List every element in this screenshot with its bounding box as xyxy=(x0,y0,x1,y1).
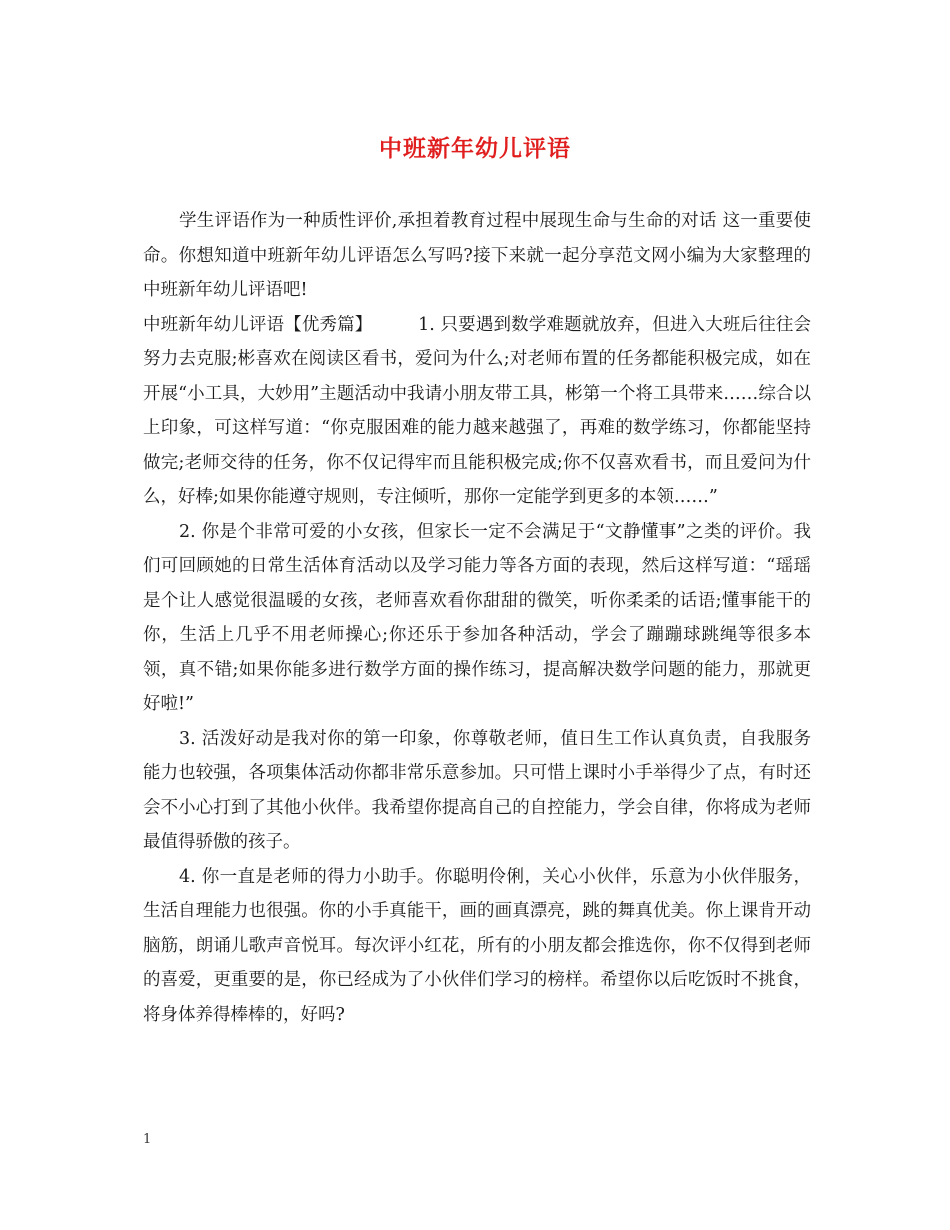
page-number: 1 xyxy=(143,1132,152,1147)
document-body xyxy=(143,204,811,1032)
section-heading: 中班新年幼儿评语【优秀篇】 xyxy=(143,314,373,335)
intro-paragraph: 学生评语作为一种质性评价,承担着教育过程中展现生命与生命的对话 这一重要使命。你想知道中班新年幼儿评语怎么写吗?接下来就一起分享范文网小编为大家整理的中班新年幼儿评语吧! xyxy=(143,211,811,300)
document-title: 中班新年幼儿评语 xyxy=(379,135,571,162)
item-1-paragraph xyxy=(143,308,811,515)
item-4-paragraph: 4. 你一直是老师的得力小助手。你聪明伶俐，关心小伙伴，乐意为小伙伴服务，生活自理能力也很强。你的小手真能干，画的画真漂亮，跳的舞真优美。你上课肯开动脑筋，朗诵儿歌声音悦耳。每次评小红花，所有的小朋友都会推选你，你不仅得到老师的喜爱，更重要的是，你已经成为了小伙伴们学习的榜样。希望你以后吃饭时不挑食，将身体养得棒棒的，好吗? xyxy=(143,866,811,1025)
item-2-paragraph: 2. 你是个非常可爱的小女孩，但家长一定不会满足于“文静懂事”之类的评价。我们可回顾她的日常生活体育活动以及学习能力等各方面的表现，然后这样写道：“瑶瑶是个让人感觉很温暖的女孩，老师喜欢看你甜甜的微笑，听你柔柔的话语;懂事能干的你，生活上几乎不用老师操心;你还乐于参加各种活动，学会了蹦蹦球跳绳等很多本领，真不错;如果你能多进行数学方面的操作练习，提高解决数学问题的能力，那就更好啦!” xyxy=(143,521,811,714)
item-1-text: 1. 只要遇到数学难题就放弃，但进入大班后往往会努力去克服;彬喜欢在阅读区看书，爱问为什么;对老师布置的任务都能积极完成，如在开展“小工具，大妙用”主题活动中我请小朋友带工具，彬第一个将工具带来……综合以上印象，可这样写道：“你克服困难的能力越来越强了，再难的数学练习，你都能坚持做完;老师交待的任务，你不仅记得牢而且能积极完成;你不仅喜欢看书，而且爱问为什么，好棒;如果你能遵守规则，专注倾听，那你一定能学到更多的本领……” xyxy=(143,314,811,507)
item-3-paragraph: 3. 活泼好动是我对你的第一印象，你尊敬老师，值日生工作认真负责，自我服务能力也较强，各项集体活动你都非常乐意参加。只可惜上课时小手举得少了点，有时还会不小心打到了其他小伙伴。我希望你提高自己的自控能力，学会自律，你将成为老师最值得骄傲的孩子。 xyxy=(143,728,811,852)
